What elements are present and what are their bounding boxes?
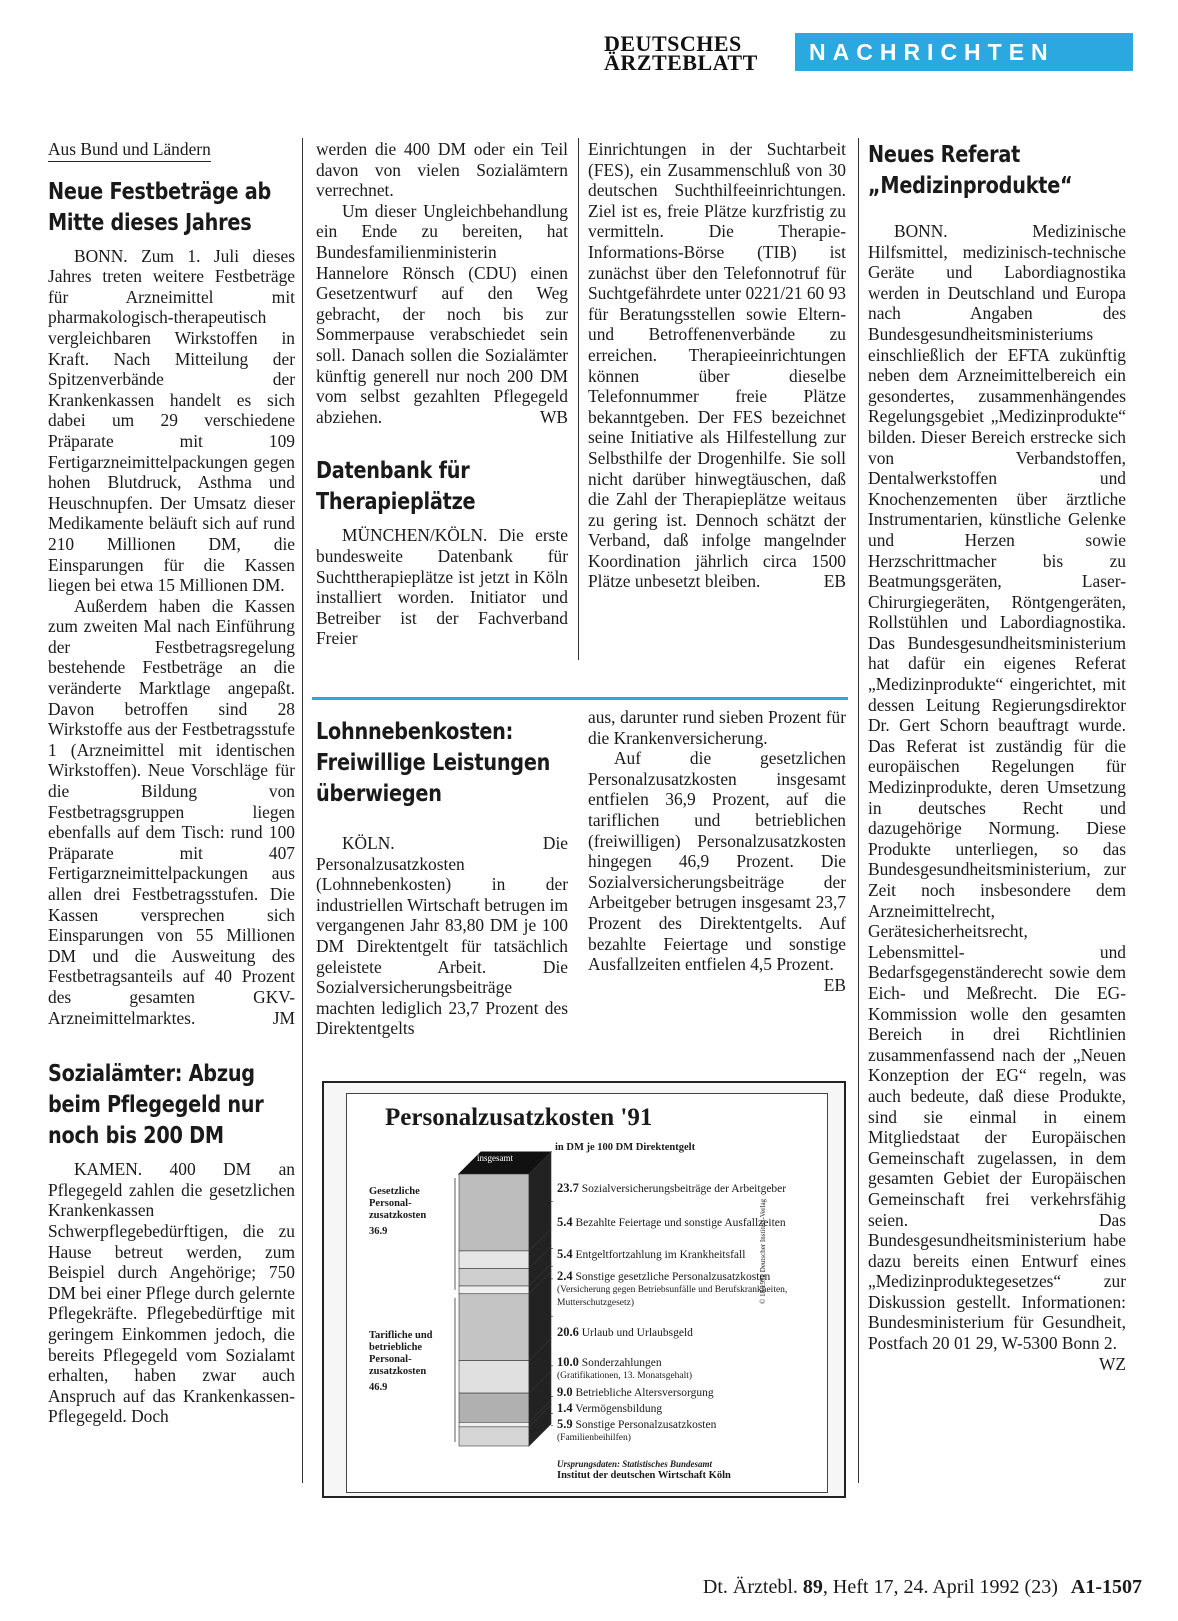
chart-subtitle: in DM je 100 DM Direktentgelt xyxy=(555,1142,696,1153)
article-paragraph: werden die 400 DM oder ein Teil davon von vielen Sozialämtern verrechnet. xyxy=(316,139,568,201)
headline-festbetraege: Neue Festbeträge ab Mitte dieses Jahres xyxy=(48,176,272,236)
headline-lohnnebenkosten: Lohnnebenkosten: Freiwillige Leistungen überwiegen xyxy=(316,717,551,807)
author-signature: EB xyxy=(823,974,846,995)
bar-segment xyxy=(459,1251,529,1269)
bar-segment xyxy=(459,1174,529,1251)
author-signature: EB xyxy=(823,571,846,592)
group-label-gesetzlich: Gesetzliche Personal-zusatzkosten 36.9 xyxy=(369,1186,455,1238)
section-divider xyxy=(312,697,848,700)
column-1 xyxy=(48,139,295,1427)
group-value: 46.9 xyxy=(369,1382,388,1393)
lohn-right xyxy=(588,707,846,995)
personalzusatzkosten-chart xyxy=(322,1081,846,1498)
lohn-left xyxy=(316,710,568,1039)
chart-copyright: © 18/1992 Deutscher Instituts-Verlag xyxy=(759,1198,767,1304)
article-paragraph: MÜNCHEN/KÖLN. Die erste bundesweite Datenbank für Suchttherapieplätze ist jetzt in Köln installiert worden. Initiator und Betreiber ist der Fachverband Freier xyxy=(316,525,568,649)
chart-title: Personalzusatzkosten '91 xyxy=(385,1104,653,1131)
column-4 xyxy=(868,139,1126,1374)
article-paragraph: KÖLN. Die Personalzusatzkosten (Lohnnebenkosten) in der industriellen Wirtschaft betrugen im vergangenen Jahr 83,80 DM je 100 DM Direktentgelt für tatsächlich geleistete Arbeit. Die Sozialversicherungsbeiträge machten lediglich 23,7 Prozent des Direktentgelts xyxy=(316,833,568,1039)
segment-label: 1.4 Vermögensbildung xyxy=(557,1401,663,1415)
chart-source: Ursprungsdaten: Statistisches Bundesamt Institut der deutschen Wirtschaft Köln xyxy=(557,1459,731,1481)
headline-sozialaemter: Sozialämter: Abzug beim Pflegegeld nur noch bis 200 DM xyxy=(48,1059,264,1150)
author-signature: WB xyxy=(539,406,568,427)
article-paragraph: aus, darunter rund sieben Prozent für die Krankenversicherung. xyxy=(588,707,846,748)
total-label: insgesamt xyxy=(477,1153,513,1163)
segment-label: 9.0 Betriebliche Altersversorgung xyxy=(557,1385,714,1399)
author-signature: JM xyxy=(272,1007,295,1028)
headline-medizinprodukte: Neues Referat „Medizinprodukte“ xyxy=(868,140,1073,199)
masthead-line1: DEUTSCHES xyxy=(604,31,742,56)
bar-segment xyxy=(459,1294,529,1361)
segment-label: 10.0 Sonderzahlungen (Gratifikationen, 13. Monatsgehalt) xyxy=(557,1355,693,1381)
article-paragraph: Einrichtungen in der Suchtarbeit (FES), ein Zusammenschluß von 30 deutschen Suchthilfeeinrichtungen. Ziel ist es, freie Plätze kurzfristig zu vermitteln. Die Therapie-Informations-Börse (TIB) ist zunächst über den Telefonnotruf für Suchtgefährdete unter 0221/21 60 93 für Beratungsstellen sowie Eltern- und Betroffenenverbände zu erreichen. Therapieeinrichtungen können über dieselbe Telefonnummer freie Plätze bekanntgeben. Der FES bezeichnet seine Initiative als Hilfestellung zur Selbsthilfe der Drogenhilfe. Sie soll nicht darüber hinwegtäuschen, daß die Zahl der Therapieplätze weitaus zu gering ist. Dennoch schätzt der Verband, daß infolge mangelnder Koordination jährlich circa 1500 Plätze unbesetzt bleiben. EB xyxy=(588,139,846,592)
group-value: 36.9 xyxy=(369,1226,388,1237)
column-2 xyxy=(316,139,568,649)
article-paragraph: Auf die gesetzlichen Personalzusatzkosten insgesamt entfielen 36,9 Prozent, auf die tariflichen und betrieblichen (freiwilligen) Personalzusatzkosten hingegen 46,9 Prozent. Die Sozialversicherungsbeiträge der Arbeitgeber betrugen insgesamt 23,7 Prozent des Direktentgelts. Auf bezahlte Feiertage und sonstige Ausfallzeiten entfielen 4,5 Prozent. EB xyxy=(588,748,846,995)
article-paragraph: BONN. Zum 1. Juli dieses Jahres treten weitere Festbeträge für Arzneimittel mit pharmakologisch-therapeutisch vergleichbaren Wirkstoffen in Kraft. Nach Mitteilung der Spitzenverbände der Krankenkassen handelt es sich dabei um 29 verschiedene Präparate mit 109 Fertigarzneimittelpackungen gegen hohen Blutdruck, Asthma und Heuschnupfen. Der Umsatz dieser Medikamente beläuft sich auf rund 210 Millionen DM, die Einsparungen für die Kassen liegen bei etwa 15 Millionen DM. xyxy=(48,245,295,596)
segment-label: 5.4 Entgeltfortzahlung im Krankheitsfall xyxy=(557,1247,746,1261)
segment-label: 23.7 Sozialversicherungsbeiträge der Arbeitgeber xyxy=(557,1181,787,1195)
page-footer xyxy=(703,1576,1142,1599)
column-rule xyxy=(858,138,859,1483)
column-3 xyxy=(588,139,846,592)
bar-segment xyxy=(459,1393,529,1422)
article-paragraph: KAMEN. 400 DM an Pflegegeld zahlen die gesetzlichen Krankenkassen Schwerpflegebedürftigen, die zu Hause betreut werden, zum Beispiel durch Angehörige; 750 DM bei einer Pflege durch gelernte Pflegekräfte. Pflegebedürftige mit geringem Einkommen jedoch, die bereits Pflegegeld vom Sozialamt erhalten, haben zwar auch Anspruch auf das Krankenkassen-Pflegegeld. Doch xyxy=(48,1159,295,1427)
journal-masthead xyxy=(604,31,774,75)
segment-label: 5.4 Bezahlte Feiertage und sonstige Ausfallzeiten xyxy=(557,1215,786,1229)
footer-issue: , Heft 17, 24. April 1992 (23) xyxy=(822,1576,1058,1598)
bar-segment xyxy=(459,1422,529,1427)
article-paragraph: Außerdem haben die Kassen zum zweiten Mal nach Einführung der Festbetragsregelung bestehende Festbeträge an die veränderte Marktlage angepaßt. Davon betroffen sind 28 Wirkstoffe aus der Festbetragsstufe 1 (Arzneimittel mit identischen Wirkstoffen). Neue Vorschläge für die Bildung von Festbetragsgruppen liegen ebenfalls auf dem Tisch: rund 100 Präparate mit 407 Fertigarzneimittelpackungen aus allen drei Festbetragsstufen. Die Kassen versprechen sich Einsparungen von 55 Millionen DM und die Ausweitung des Festbetragsanteils auf 40 Prozent des gesamten GKV-Arzneimittelmarktes. JM xyxy=(48,595,295,1028)
footer-volume: 89 xyxy=(802,1576,823,1598)
section-banner: NACHRICHTEN xyxy=(795,33,1133,71)
masthead-line2: ÄRZTEBLATT xyxy=(604,50,758,75)
article-paragraph: Um dieser Ungleichbehandlung ein Ende zu bereiten, hat Bundesfamilienministerin Hannelore Rönsch (CDU) einen Gesetzentwurf auf den Weg gebracht, der noch bis zur Sommerpause verabschiedet sein soll. Danach sollen die Sozialämter künftig generell nur noch 200 DM vom selbst gezahlten Pflegegeld abziehen. WB xyxy=(316,200,568,427)
article-paragraph: BONN. Medizinische Hilfsmittel, medizinisch-technische Geräte und Labordiagnostika werden in Deutschland und Europa nach Angaben des Bundesgesundheitsministeriums einschließlich der EFTA zukünftig neben dem Arzneimittelbereich ein gesondertes, zusammenhängendes Regelungsgebiet „Medizinprodukte“ bilden. Dieser Bereich erstrecke sich von Verbandstoffen, Dentalwerkstoffen und Knochenzementen über ärztliche Instrumentarien, künstliche Gelenke und Herzen sowie Herzschrittmacher bis zu Beatmungsgeräten, Laser-Chirurgiegeräten, Röntgengeräten, Rollstühlen und Labordiagnostika. Das Bundesgesundheitsministerium hat dafür ein eigenes Referat „Medizinprodukte“ eingerichtet, mit dessen Leitung Regierungsdirektor Dr. Gert Schorn beauftragt wurde. Das Referat ist zuständig für die europäischen Regelungen für Medizinprodukte, deren Umsetzung in deutsches Recht und dazugehörige Normung. Diese Produkte unterliegen, so das Bundesgesundheitsministerium, zur Zeit noch insbesondere dem Arzneimittelrecht, Gerätesicherheitsrecht, Lebensmittel- und Bedarfsgegenständerecht sowie dem Eich- und Meßrecht. Die EG-Kommission wolle den gesamten Bereich in drei Richtlinien zusammenfassend nach der „Neuen Konzeption der EG“ regeln, was auch bedeute, daß diese Produkte, sind sie einmal in einem Mitgliedstaat der Europäischen Gemeinschaft zugelassen, in dem gesamten Gebiet der Europäischen Gemeinschaft frei verkehrsfähig seien. Das Bundesgesundheitsministerium habe dazu bereits einen Entwurf eines „Medizinproduktegesetzes“ zur Diskussion gestellt. Informationen: Bundesministerium für Gesundheit, Postfach 20 01 29, W-5300 Bonn 2. WZ xyxy=(868,221,1126,1374)
chart-panel xyxy=(346,1093,828,1493)
group-label-tariflich: Tarifliche und betriebliche Personal-zusatzkosten 46.9 xyxy=(369,1330,455,1394)
footer-page: A1-1507 xyxy=(1070,1576,1142,1598)
bar-segment xyxy=(459,1427,529,1446)
rubric: Aus Bund und Ländern xyxy=(48,139,211,162)
column-rule xyxy=(578,138,579,660)
segment-label: 5.9 Sonstige Personalzusatzkosten (Familienbeihilfen) xyxy=(557,1417,717,1443)
segment-label: 2.4 Sonstige gesetzliche Personalzusatzkosten (Versicherung gegen Betriebsunfälle und Berufskrankheiten, Mutterschutzgesetz) xyxy=(557,1269,788,1308)
total-value: 83,8 xyxy=(482,1136,508,1151)
segment-label: 20.6 Urlaub und Urlaubsgeld xyxy=(557,1325,693,1339)
bar-stack xyxy=(455,1152,553,1446)
total-badge xyxy=(467,1136,523,1164)
bar-segment xyxy=(459,1361,529,1393)
headline-datenbank: Datenbank für Therapieplätze xyxy=(316,456,476,516)
bar-segment xyxy=(459,1286,529,1294)
column-rule xyxy=(302,138,303,1483)
author-signature: WZ xyxy=(1098,1353,1126,1374)
footer-journal: Dt. Ärztebl. xyxy=(702,1576,798,1598)
bar-segment xyxy=(459,1268,529,1286)
